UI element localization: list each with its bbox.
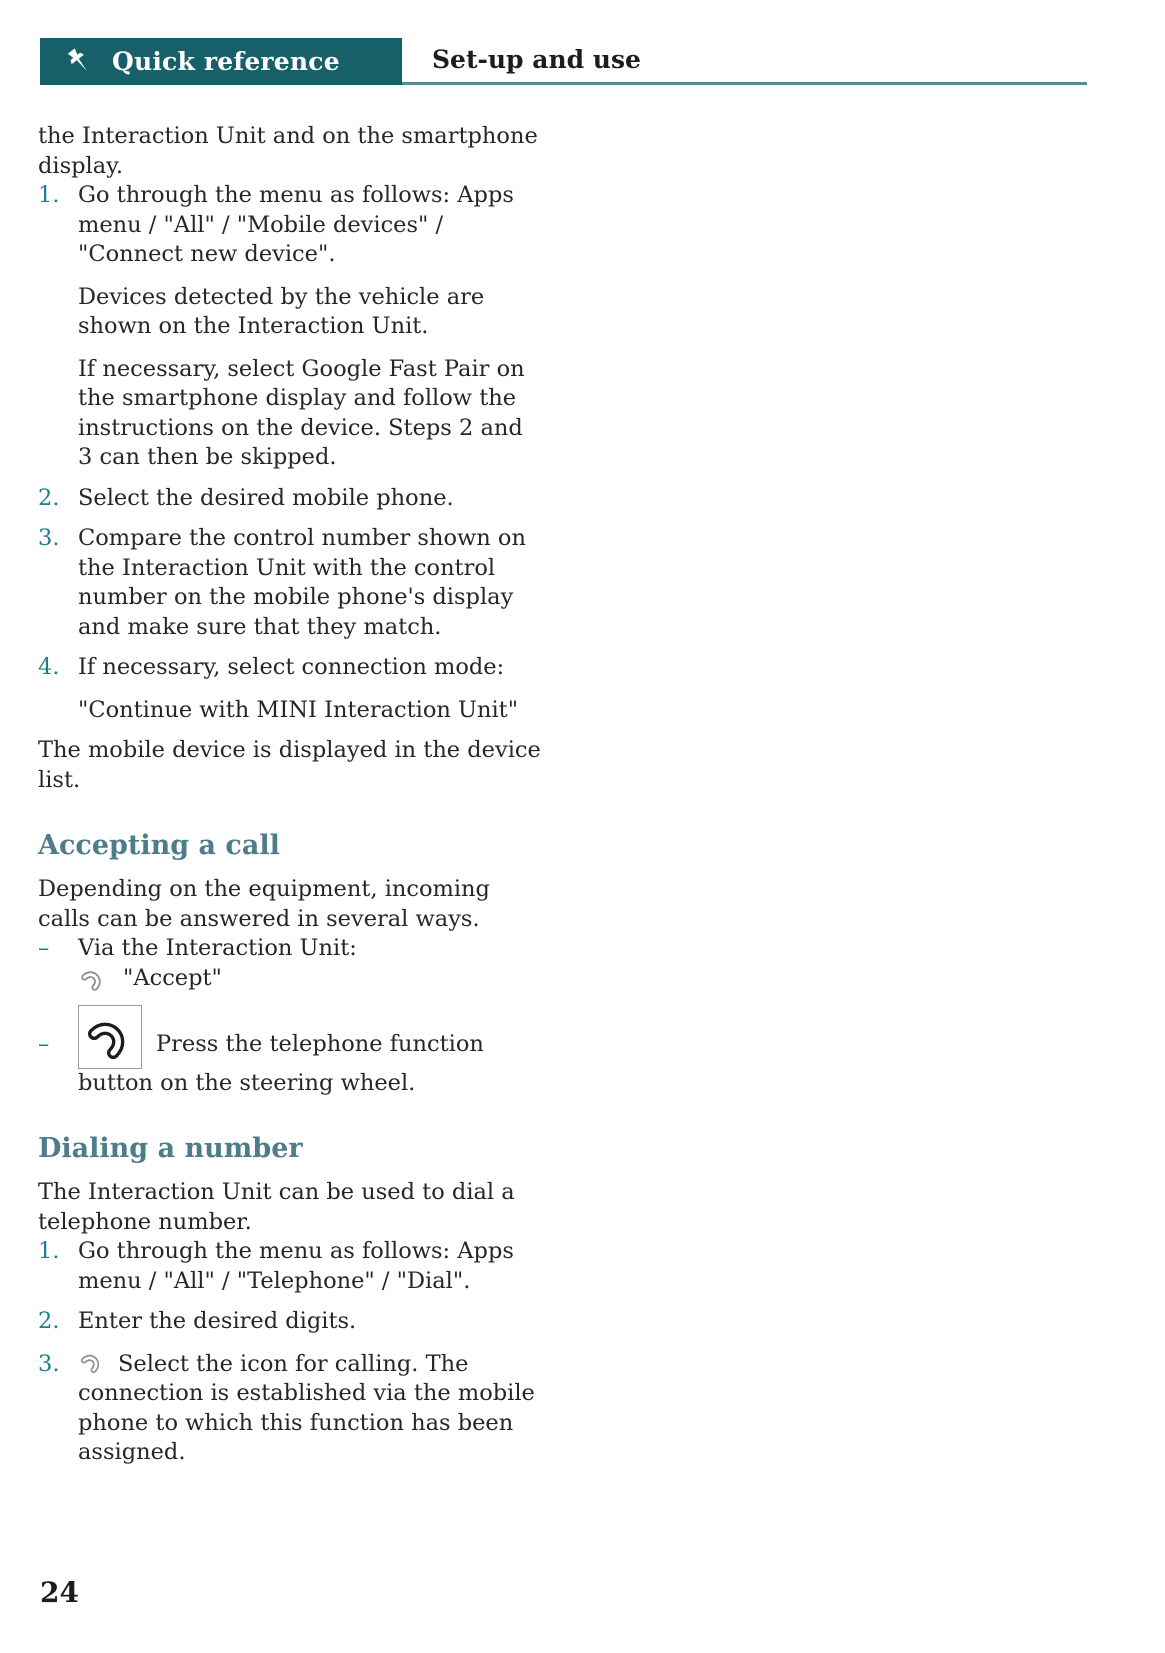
list-number: 1. <box>38 1238 60 1264</box>
list-item <box>38 524 543 642</box>
step-text: Go through the menu as follows: Apps menu / "All" / "Mobile devices" / "Connect new device". <box>78 182 514 267</box>
accept-action-line <box>78 964 543 994</box>
pairing-result-paragraph: The mobile device is displayed in the device list. <box>38 737 541 793</box>
section-title: Set-up and use <box>432 45 641 74</box>
list-number: 2. <box>38 1308 60 1334</box>
list-item <box>38 1237 543 1296</box>
step-text: If necessary, select connection mode: <box>78 654 505 680</box>
dial-step-text: Select the icon for calling. The connection is established via the mobile phone to which this function has been assigned. <box>78 1350 535 1465</box>
phone-handset-icon <box>78 1348 106 1376</box>
list-item <box>38 181 543 473</box>
step-subtext: Devices detected by the vehicle are shown on the Interaction Unit. <box>78 283 485 339</box>
list-item <box>38 484 543 514</box>
step-text: Select the desired mobile phone. <box>78 484 454 511</box>
list-item <box>38 653 543 725</box>
content-column <box>38 122 543 1479</box>
page-number: 24 <box>40 1576 79 1609</box>
dash-list-item <box>38 1005 543 1099</box>
dash-item-text <box>78 1005 543 1099</box>
header-rule <box>402 82 1087 85</box>
list-number: 1. <box>38 182 60 208</box>
quick-reference-tab <box>40 38 402 85</box>
step-text <box>78 1348 543 1468</box>
step-subtext: "Continue with MINI Interaction Unit" <box>78 696 519 723</box>
telephone-function-button-icon <box>78 1005 142 1069</box>
step-subtext: If necessary, select Google Fast Pair on the smartphone display and follow the instructions on the device. Steps 2 and 3 can then be skipped. <box>78 355 525 470</box>
dialing-intro: The Interaction Unit can be used to dial a telephone number. <box>38 1179 515 1235</box>
intro-paragraph: the Interaction Unit and on the smartphone display. <box>38 123 538 179</box>
list-number: 3. <box>38 525 60 551</box>
section-heading-accepting-a-call: Accepting a call <box>38 830 280 861</box>
dash-marker: – <box>38 1030 50 1057</box>
tab-label: Quick reference <box>112 47 340 76</box>
dash-item-text: Via the Interaction Unit: <box>78 935 357 961</box>
list-number: 4. <box>38 654 60 680</box>
phone-handset-icon <box>78 964 108 994</box>
list-item <box>38 1307 543 1337</box>
list-number: 2. <box>38 484 60 511</box>
step-text: Compare the control number shown on the Interaction Unit with the control number on the mobile phone's display and make sure that they match. <box>78 525 526 640</box>
dash-marker: – <box>38 935 50 961</box>
list-item <box>38 1348 543 1468</box>
accepting-intro: Depending on the equipment, incoming calls can be answered in several ways. <box>38 876 490 932</box>
section-heading-dialing-a-number: Dialing a number <box>38 1133 303 1164</box>
pushpin-icon <box>64 47 92 77</box>
step-text: Enter the desired digits. <box>78 1308 357 1334</box>
list-number: 3. <box>38 1350 60 1377</box>
steering-wheel-text: Press the telephone function button on the steering wheel. <box>78 1030 484 1096</box>
step-text: Go through the menu as follows: Apps menu / "All" / "Telephone" / "Dial". <box>78 1238 514 1294</box>
accept-label: "Accept" <box>123 964 222 991</box>
dash-list-item <box>38 934 543 994</box>
